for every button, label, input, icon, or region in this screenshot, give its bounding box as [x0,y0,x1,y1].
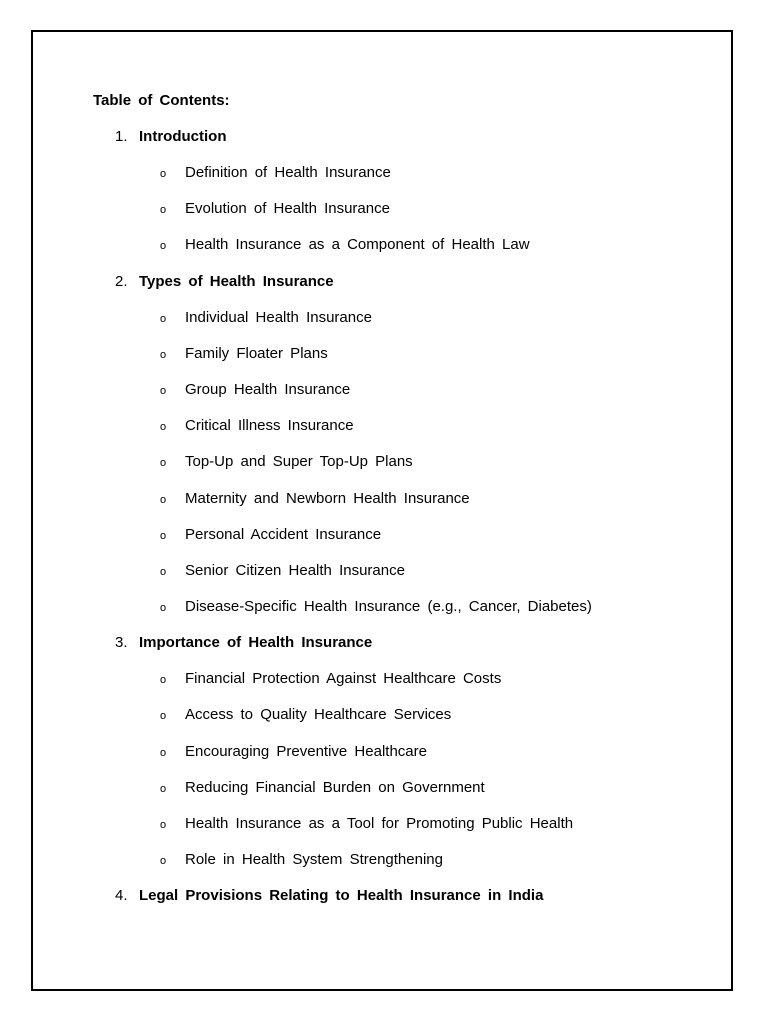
bullet-circle-icon: o [160,818,167,831]
bullet-circle-icon: o [160,240,167,253]
bullet-circle-icon: o [160,457,167,470]
bullet-circle-icon: o [160,204,167,217]
bullet-circle-icon: o [160,782,167,795]
bullet-circle-icon: o [160,565,167,578]
section-title: Importance of Health Insurance [139,634,373,652]
section-number: 3. [115,634,128,652]
bullet-circle-icon: o [160,493,167,506]
subsection-title: Critical Illness Insurance [185,417,354,435]
subsection-title: Access to Quality Healthcare Services [185,706,452,724]
subsection-title: Evolution of Health Insurance [185,200,390,218]
bullet-circle-icon: o [160,529,167,542]
subsection-title: Family Floater Plans [185,344,328,362]
bullet-circle-icon: o [160,168,167,181]
toc-title: Table of Contents: [93,92,230,109]
subsection-title: Encouraging Preventive Healthcare [185,742,427,760]
subsection-title: Role in Health System Strengthening [185,851,443,868]
bullet-circle-icon: o [160,385,167,397]
subsection-title: Group Health Insurance [185,381,351,398]
subsection-title: Health Insurance as a Component of Health Law [185,236,530,254]
bullet-circle-icon: o [160,746,167,759]
bullet-circle-icon: o [160,710,167,723]
bullet-circle-icon: o [160,674,167,687]
section-title: Introduction [139,128,227,145]
subsection-title: Maternity and Newborn Health Insurance [185,489,470,507]
section-title: Types of Health Insurance [139,272,334,290]
bullet-circle-icon: o [160,602,167,614]
bullet-circle-icon: o [160,348,167,361]
subsection-title: Financial Protection Against Healthcare Costs [185,670,502,688]
section-number: 1. [115,128,128,145]
subsection-title: Top-Up and Super Top-Up Plans [185,453,413,471]
subsection-title: Senior Citizen Health Insurance [185,561,405,579]
subsection-title: Reducing Financial Burden on Government [185,778,485,796]
bullet-circle-icon: o [160,312,167,325]
subsection-title: Disease-Specific Health Insurance (e.g., Cancer, Diabetes) [185,598,592,615]
subsection-title: Personal Accident Insurance [185,525,382,543]
subsection-title: Health Insurance as a Tool for Promoting Public Health [185,814,574,832]
section-number: 2. [115,272,128,290]
section-title: Legal Provisions Relating to Health Insurance in India [139,887,544,905]
bullet-circle-icon: o [160,421,167,434]
bullet-circle-icon: o [160,855,167,867]
subsection-title: Individual Health Insurance [185,308,372,326]
section-number: 4. [115,887,128,905]
subsection-title: Definition of Health Insurance [185,164,391,182]
